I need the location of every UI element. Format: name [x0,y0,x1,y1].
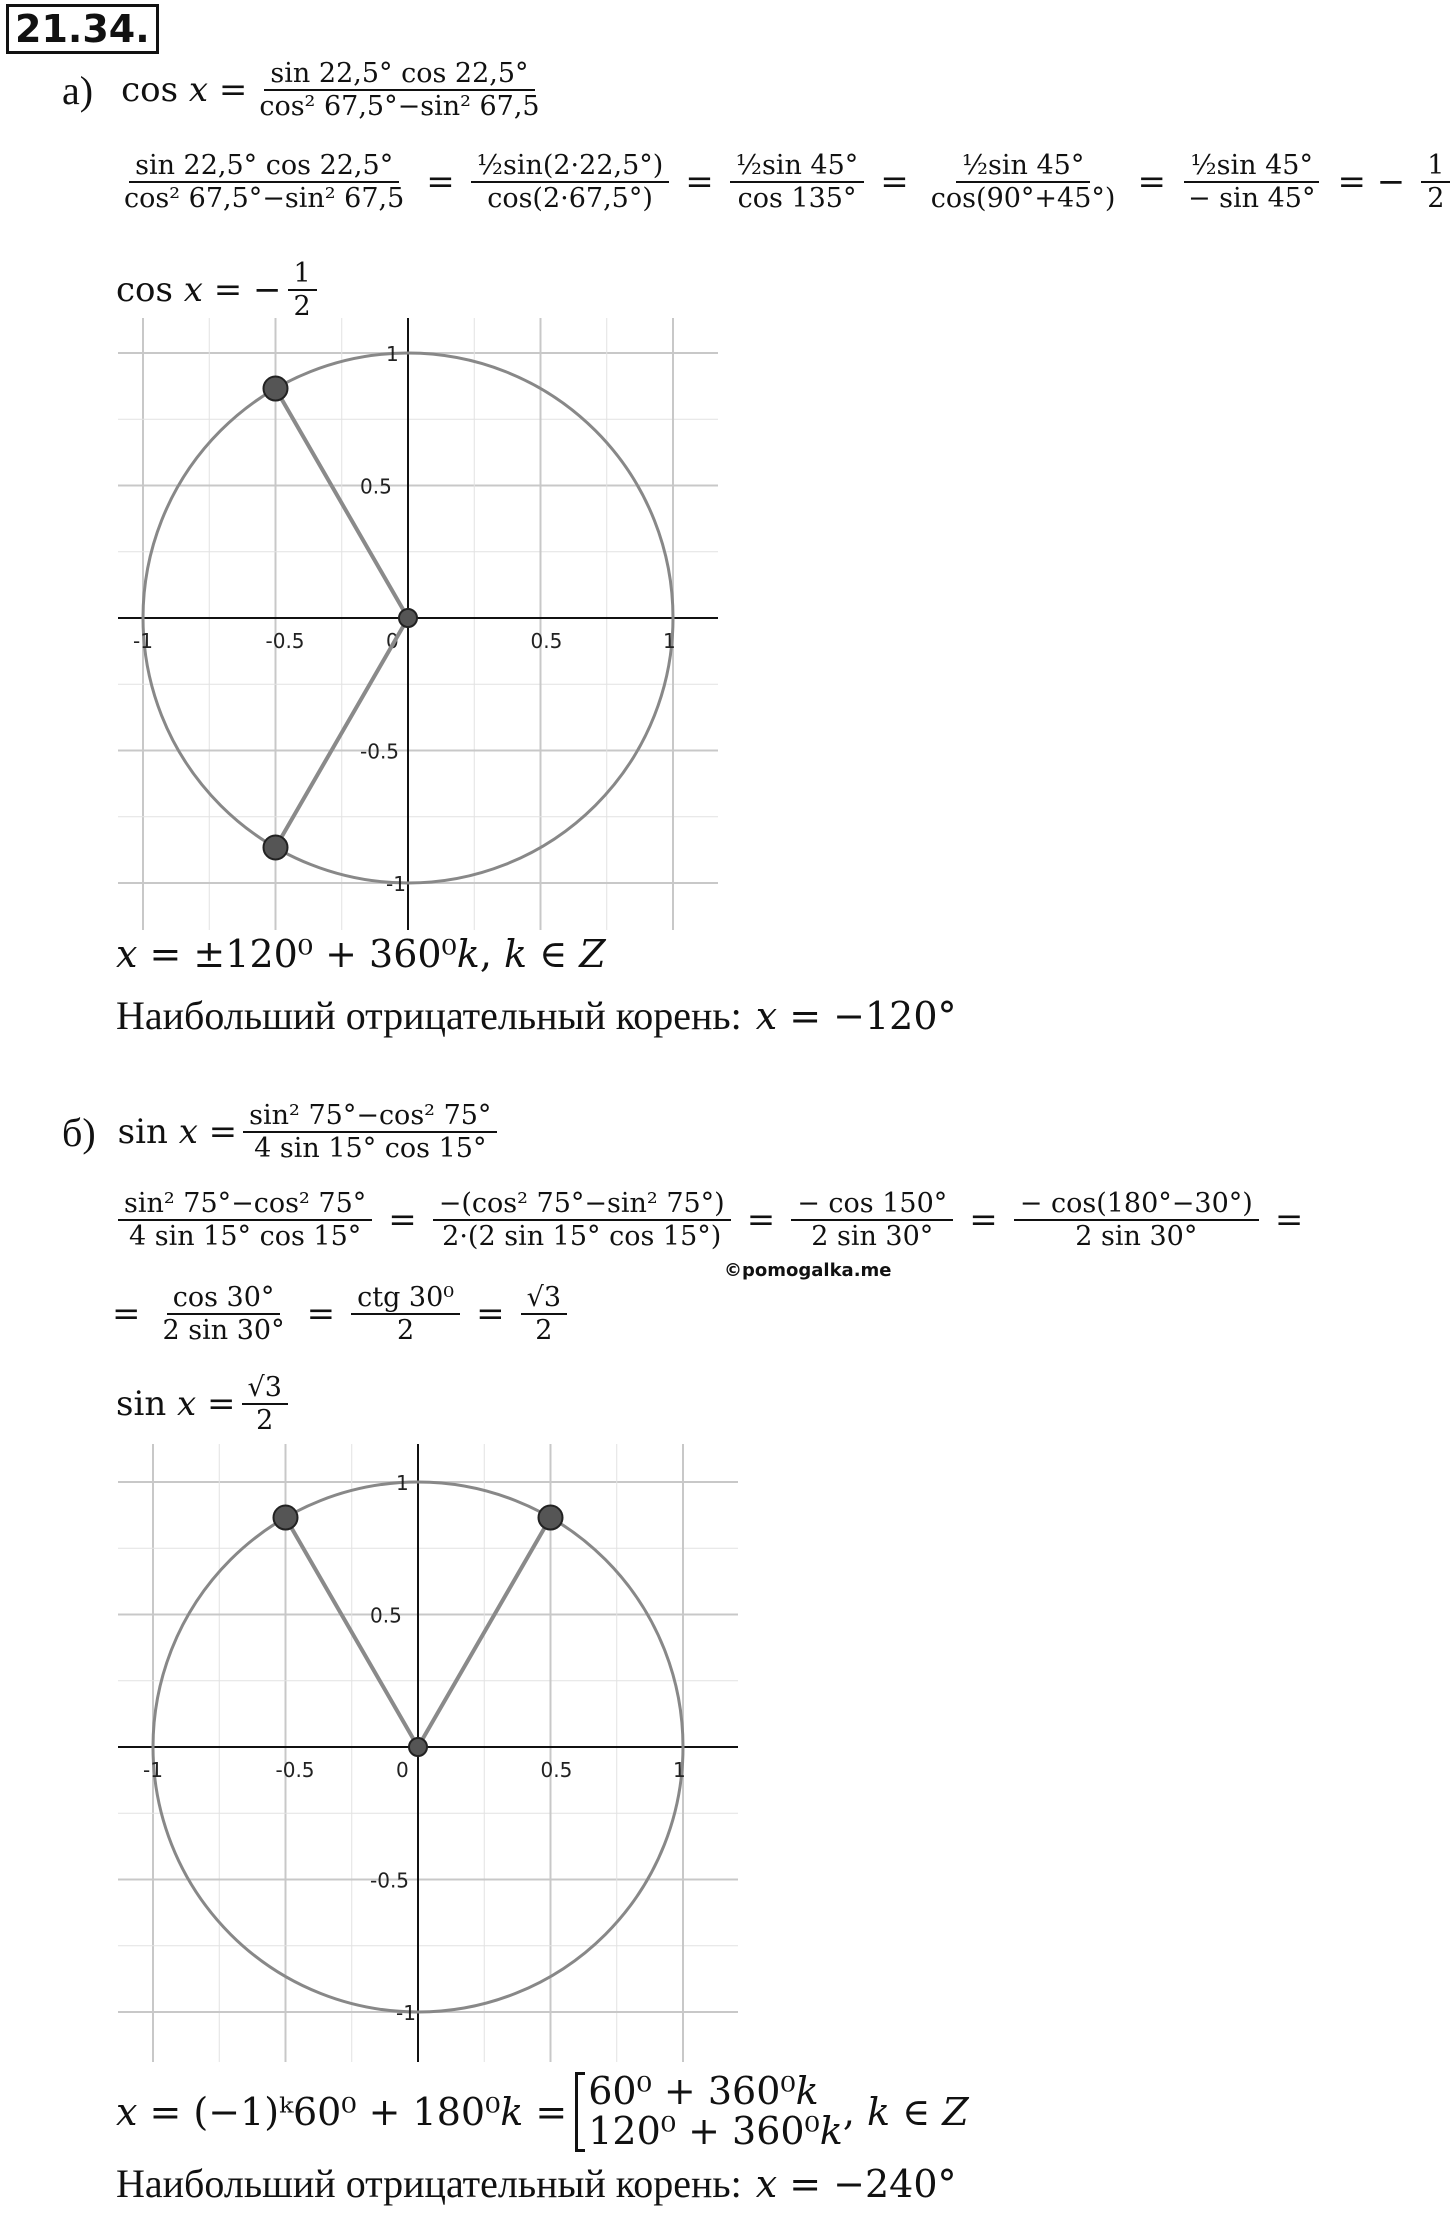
chain-end-fraction [1421,150,1450,214]
part-a-solution: 𝑥 = ±120⁰ + 360⁰𝑘, 𝑘 ∈ 𝑍 [116,932,606,976]
chain-fraction [471,150,670,214]
part-a-given [62,58,552,122]
answer-label: Наибольший отрицательный корень: [116,993,742,1038]
fraction-numerator: 1 [1421,150,1450,183]
fraction-numerator: − cos(180°−30°) [1014,1188,1259,1221]
fraction-denominator: 2 [256,1405,274,1437]
x-tick-label: 0 [396,1758,409,1782]
x-tick-label: 1 [663,629,676,653]
y-tick-label: 1 [386,342,399,366]
part-a-answer [116,992,957,1039]
y-tick-label: -1 [396,2001,416,2025]
solution-case: 120⁰ + 360⁰𝑘 [588,2108,843,2153]
fraction-denominator: 2 [293,291,311,323]
part-b-answer [116,2160,957,2207]
chain-fraction [118,150,410,214]
solution-point [539,1506,563,1530]
x-tick-label: -0.5 [265,629,305,653]
result-lhs: cos 𝑥 = − [116,270,282,311]
fraction-numerator: sin 45° [988,150,1085,181]
unit-circle-chart-a [118,318,718,930]
fraction-denominator: − sin 45° [1187,183,1316,215]
half-coefficient: ½ [1190,150,1217,181]
solution-point [264,377,288,401]
fraction-numerator: sin² 75°−cos² 75° [118,1188,372,1221]
fraction-numerator: sin² 75°−cos² 75° [243,1100,497,1133]
part-a-label: а) [62,67,94,113]
solution-point [264,835,288,859]
fraction-denominator: 2 [535,1315,553,1347]
fraction-numerator: sin(2·22,5°) [502,150,664,181]
x-tick-label: -0.5 [275,1758,315,1782]
half-coefficient: ½ [476,150,503,181]
fraction-numerator: √3 [242,1372,288,1405]
origin-point [409,1738,427,1756]
part-b-result [116,1372,294,1436]
x-tick-label: 0.5 [530,629,563,653]
fraction-numerator: √3 [521,1282,567,1315]
fraction-denominator: 2 [397,1315,415,1347]
solution-lhs: 𝑥 = (−1)ᵏ60⁰ + 180⁰𝑘 = [116,2089,568,2134]
answer-label: Наибольший отрицательный корень: [116,2161,742,2206]
problem-number: 21.34. [6,4,159,54]
chain-end-sign: = − [1337,162,1406,203]
fraction-numerator: −(cos² 75°−sin² 75°) [433,1188,731,1221]
y-tick-label: 0.5 [370,1603,402,1628]
unit-circle-chart-b [118,1444,738,2062]
result-lhs: sin 𝑥 = [116,1384,236,1425]
fraction-denominator: cos(90°+45°) [930,183,1116,215]
fraction-numerator: sin 22,5° cos 22,5° [129,150,399,183]
fraction-denominator: 2 sin 30° [162,1315,285,1347]
half-coefficient: ½ [961,150,989,181]
answer-value: 𝑥 = −120° [755,993,957,1038]
y-tick-label: -0.5 [370,1868,410,1893]
y-tick-label: 1 [396,1471,409,1495]
fraction-denominator: cos² 67,5°−sin² 67,5 [259,91,540,123]
part-a-given-lhs: cos 𝑥 = [121,70,248,111]
part-a-result [116,258,323,322]
y-tick-label: -0.5 [360,739,400,764]
x-tick-label: -1 [133,629,153,653]
fraction-numerator: sin 45° [761,150,859,181]
solution-point [274,1506,298,1530]
fraction-denominator: 2·(2 sin 15° cos 15°) [442,1221,722,1253]
fraction-denominator: 2 sin 30° [1075,1221,1198,1253]
part-b-given [62,1100,503,1164]
origin-point [399,609,417,627]
part-a-given-fraction [253,58,545,122]
fraction-denominator: 2 [1427,183,1445,215]
part-b-given-lhs: sin 𝑥 = [117,1112,238,1153]
fraction-denominator: cos² 67,5°−sin² 67,5 [124,183,405,215]
chain-fraction [1182,150,1322,214]
solution-rhs: , 𝑘 ∈ 𝑍 [842,2089,969,2134]
solution-cases [575,2069,843,2153]
y-tick-label: 0.5 [360,474,392,499]
part-a-chain: $\frac{\sin 22,5^\circ \cos 22,5^\circ}{\text{cos² 67,5°−sin² 67,5}}$ = $\frac{\text{½sin(2·22,5°)}}{\cos(2\cdot 67,5^\circ)}$ = $\frac{\text{½sin 45°}}{\cos 135^\circ}$ = $\frac{\text{½sin 45°}}{\cos(90^\circ+45^\circ)}$ = $\frac{\text{½sin 45°}}{- \sin 45^\circ}$ = − $\frac{1}{2}$ [112,150,1456,214]
solution-case: 60⁰ + 360⁰𝑘 [588,2069,819,2113]
chain-fraction [730,150,865,214]
fraction-numerator: 1 [288,258,317,291]
fraction-numerator: ctg 30⁰ [351,1282,460,1315]
fraction-denominator: cos(2·67,5°) [487,183,653,215]
x-tick-label: -1 [143,1758,163,1782]
half-coefficient: ½ [735,150,762,181]
fraction-denominator: 4 sin 15° cos 15° [128,1221,362,1253]
fraction-denominator: cos 135° [737,183,857,215]
answer-value: 𝑥 = −240° [755,2161,957,2206]
part-b-solution [116,2069,969,2153]
fraction-numerator: cos 30° [167,1282,281,1315]
fraction-denominator: 2 sin 30° [811,1221,934,1253]
watermark: ©pomogalka.me [724,1260,892,1281]
fraction-numerator: sin 45° [1216,150,1313,181]
x-tick-label: 1 [673,1758,686,1782]
chain-fraction [925,150,1122,214]
part-b-chain-1: $\frac{\text{sin² 75°−cos² 75°}}{4 \sin 15^\circ \cos 15^\circ}$ = $\frac{\text{−(cos² 75°−sin² 75°)}}{2\cdot(2 \sin 15^\circ \cos 15^\circ)}$ = $\frac{- \cos 150^\circ}{2 \sin 30^\circ}$ = $\frac{- \cos(180^\circ-30^\circ)}{2 \sin 30^\circ}$ = [112,1188,1313,1252]
x-tick-label: 0.5 [540,1758,573,1782]
fraction-numerator: − cos 150° [791,1188,953,1221]
fraction-denominator: 4 sin 15° cos 15° [254,1133,487,1165]
y-tick-label: -1 [386,872,406,896]
part-b-chain-2: = $\frac{\cos 30^\circ}{2 \sin 30^\circ}$ = $\frac{\text{ctg 30⁰}}{2}$ = $\frac{√3}{2}$ [112,1282,573,1346]
x-tick-label: 0 [386,629,399,653]
part-b-label: б) [62,1109,96,1155]
fraction-numerator: sin 22,5° cos 22,5° [264,58,534,91]
